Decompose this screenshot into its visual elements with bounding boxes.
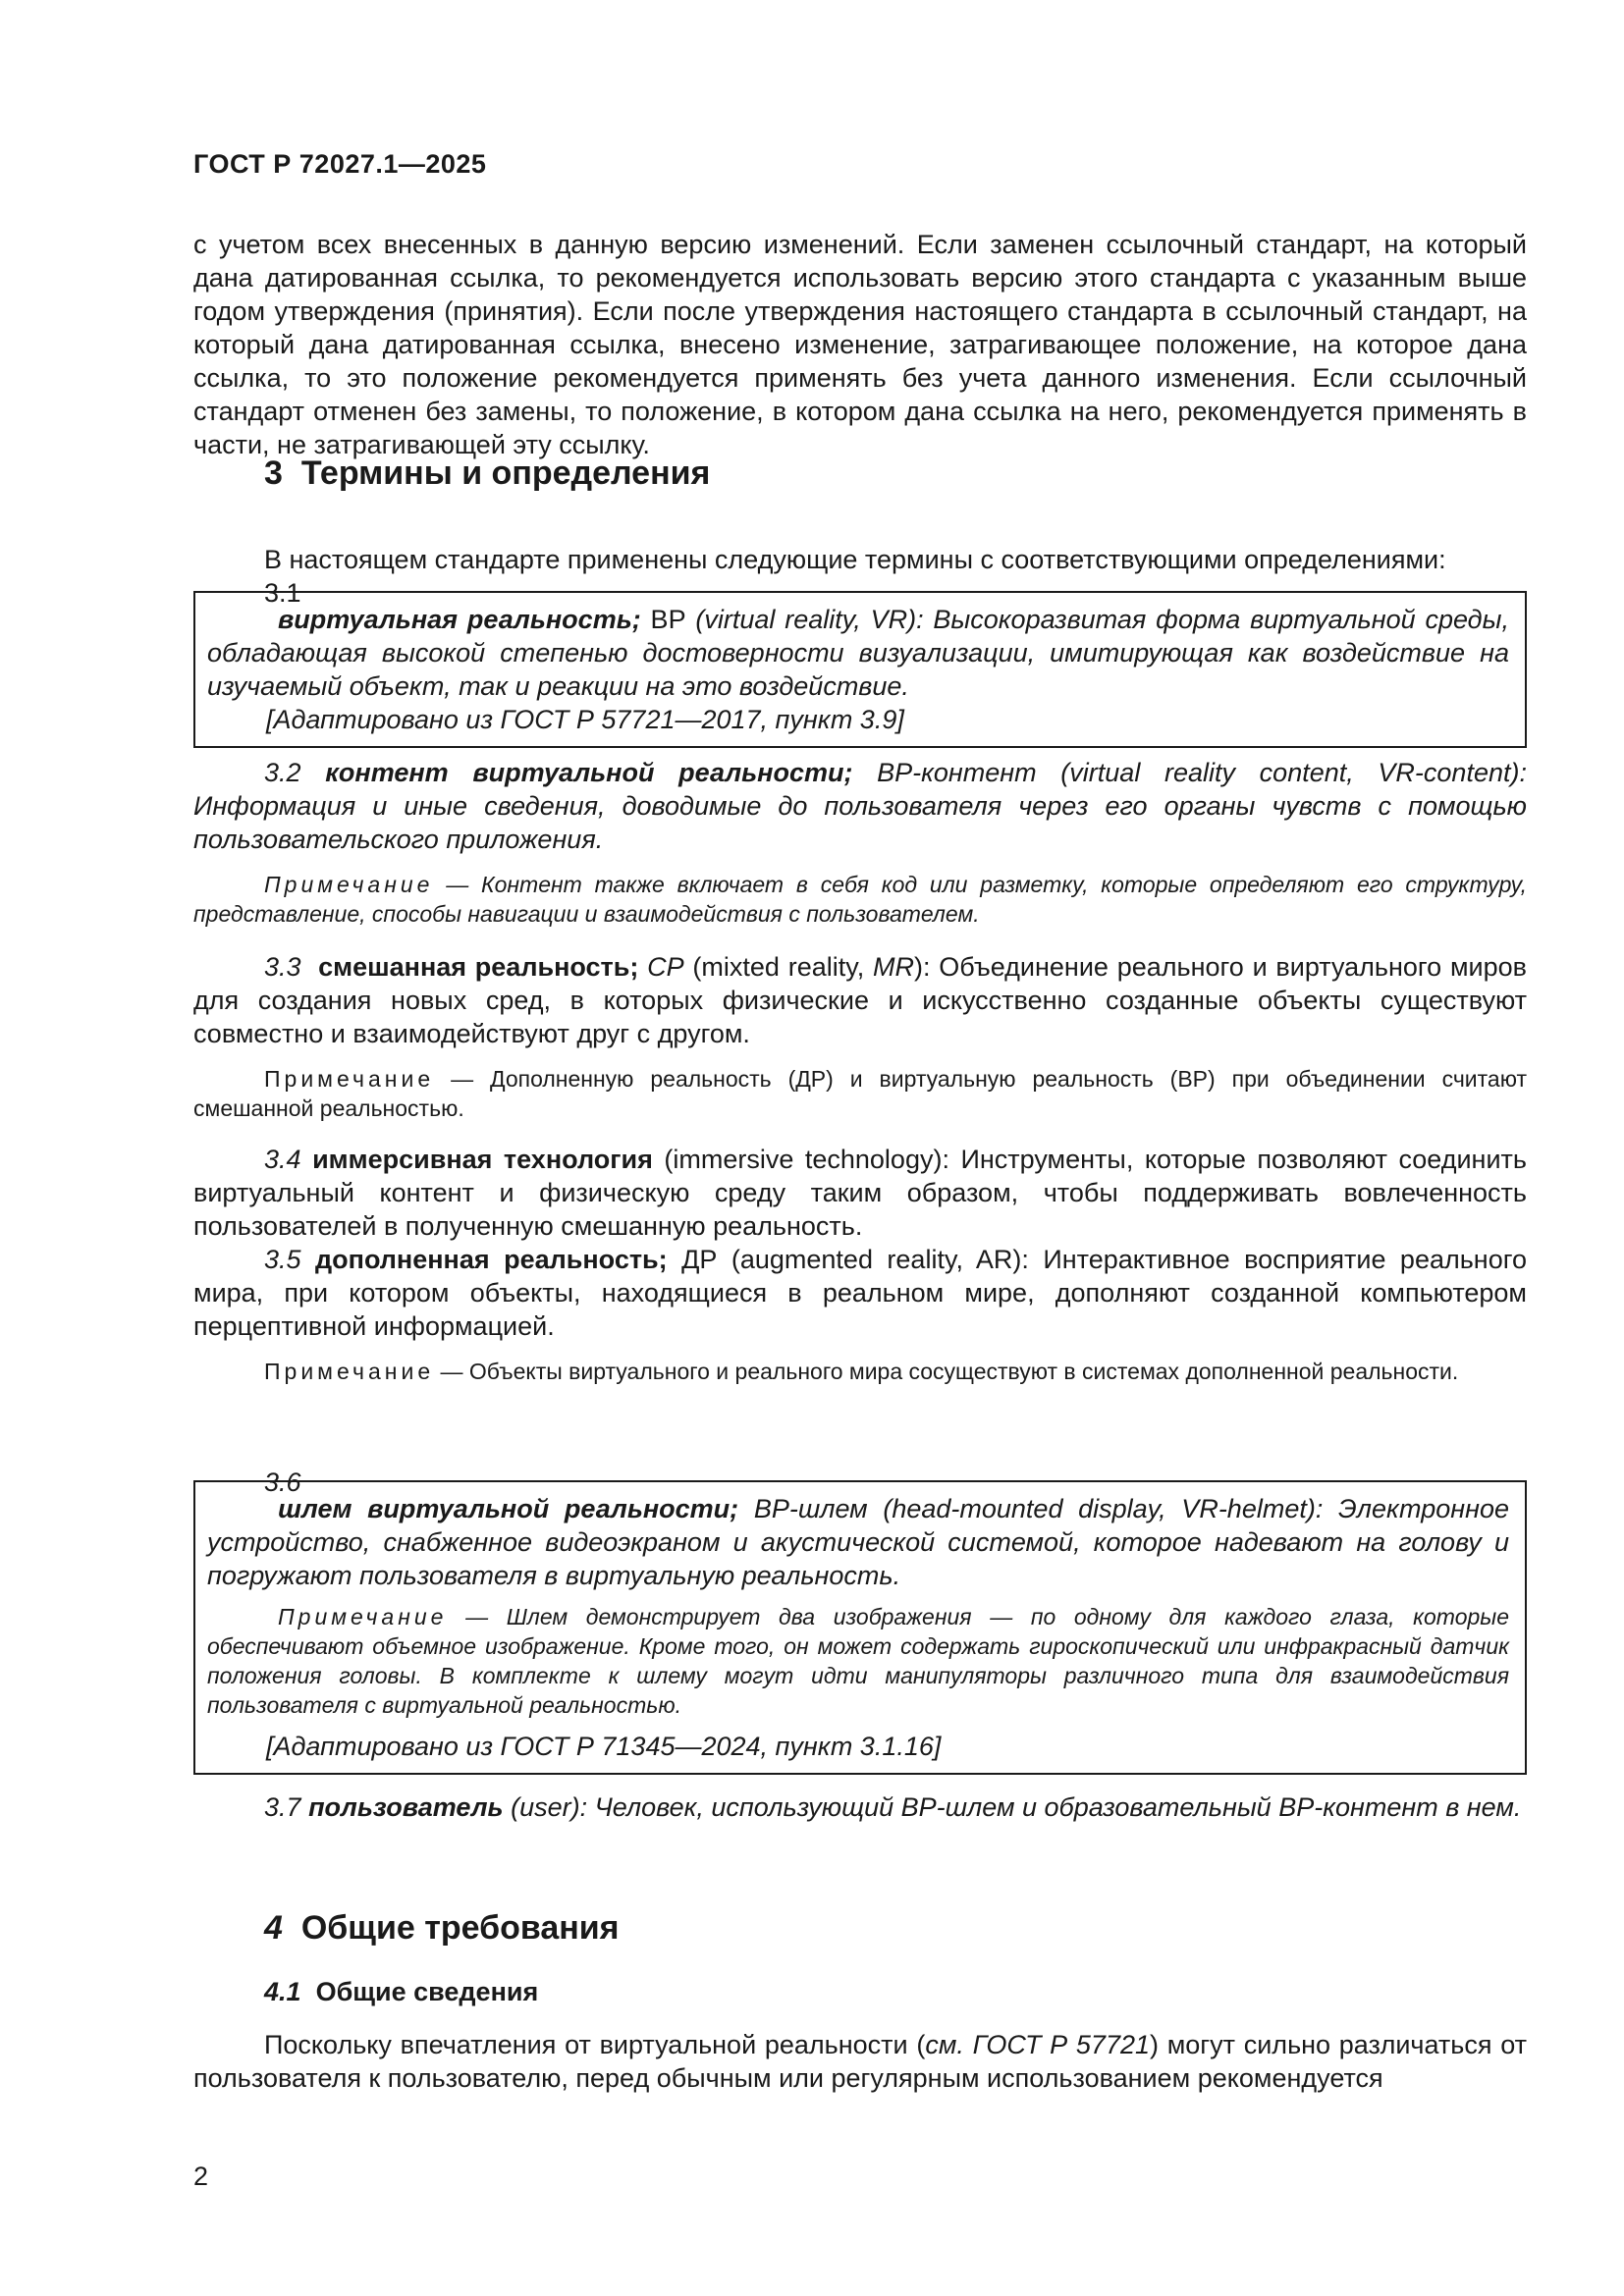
term-3-2-note-text: — Контент также включает в себя код или разметку, которые определяют его структуру, представление, способы навигации и взаимодействия с пользователем. xyxy=(193,872,1527,927)
section-4-paragraph xyxy=(193,2028,1527,2095)
page-number: 2 xyxy=(193,2162,209,2191)
term-3-1-term: виртуальная реальность; xyxy=(278,605,641,634)
section-3-heading xyxy=(193,454,1597,493)
term-3-3-en-b: MR xyxy=(873,952,915,982)
term-3-1-definition xyxy=(207,603,1509,703)
term-3-1-source: [Адаптировано из ГОСТ Р 57721—2017, пункт 3.9] xyxy=(266,705,904,734)
term-3-6-note-label: Примечание xyxy=(278,1604,448,1629)
section-3-title: Термины и определения xyxy=(300,454,711,492)
term-3-7-number: 3.7 xyxy=(264,1792,301,1822)
term-3-1-number: 3.1 xyxy=(264,578,301,608)
term-3-2-definition xyxy=(193,756,1527,856)
section-4-heading xyxy=(193,1908,1597,1948)
term-3-6-box xyxy=(193,1480,1527,1775)
term-3-5-def: ДР (augmented reality, AR): Интерактивное восприятие реального мира, при котором объекты, находящиеся в реальном мире, дополняют созданной компьютером перцептивной информацией. xyxy=(193,1245,1527,1341)
term-3-1-box xyxy=(193,591,1527,748)
term-3-6-term: шлем виртуальной реальности; xyxy=(278,1494,739,1523)
section-4-paragraph-b: ) могут сильно различаться от пользователя к пользователю, перед обычным или регулярным использованием рекомендуется xyxy=(193,2030,1527,2093)
term-3-6-note-text: — Шлем демонстрирует два изображения — по одному для каждого глаза, которые обеспечивают объемное изображение. Кроме того, он может содержать гироскопический или инфракрасный датчик положения головы. В комплекте к шлему могут идти манипуляторы различного типа для взаимодействия пользователя с виртуальной реальностью. xyxy=(207,1604,1509,1718)
term-3-6-number: 3.6 xyxy=(264,1468,301,1497)
section-3-number: 3 xyxy=(264,454,283,492)
term-3-1-abbr: ВР xyxy=(640,605,696,634)
section-4-paragraph-a: Поскольку впечатления от виртуальной реальности ( xyxy=(264,2030,926,2059)
term-3-3-en-a: (mixted reality, xyxy=(683,952,874,982)
term-3-3-abbr: СР xyxy=(647,952,684,982)
term-3-4-number: 3.4 xyxy=(264,1145,301,1174)
term-3-2-note-label: Примечание xyxy=(264,872,434,897)
term-3-4-term: иммерсивная технология xyxy=(312,1145,653,1174)
subsection-4-1-number: 4.1 xyxy=(264,1977,301,2006)
term-3-2-number: 3.2 xyxy=(264,758,301,787)
term-3-3-number: 3.3 xyxy=(264,952,301,982)
term-3-4-def: (immersive technology): Инструменты, которые позволяют соединить виртуальный контент и физическую среду таким образом, чтобы поддерживать вовлеченность пользователей в полученную смешанную реальность. xyxy=(193,1145,1527,1241)
section-3-lead: В настоящем стандарте применены следующие термины с соответствующими определениями: xyxy=(264,545,1446,574)
term-3-3-term: смешанная реальность; xyxy=(318,952,639,982)
term-3-5-definition xyxy=(193,1243,1527,1343)
term-3-3-definition xyxy=(193,950,1527,1050)
subsection-4-1-title: Общие сведения xyxy=(315,1977,539,2006)
term-3-4-definition xyxy=(193,1143,1527,1243)
term-3-6-definition xyxy=(207,1492,1509,1592)
term-3-5-note-text: — Объекты виртуального и реального мира сосуществуют в системах дополненной реальности. xyxy=(434,1359,1459,1384)
document-id-header: ГОСТ Р 72027.1—2025 xyxy=(193,149,487,179)
subsection-4-1-heading xyxy=(193,1975,1597,2008)
term-3-7-term: пользователь xyxy=(308,1792,504,1822)
section-4-title: Общие требования xyxy=(300,1909,620,1947)
term-3-1-en: (virtual reality, VR): xyxy=(695,605,924,634)
term-3-5-note-label: Примечание xyxy=(264,1359,435,1384)
intro-paragraph: с учетом всех внесенных в данную версию изменений. Если заменен ссылочный стандарт, на который дана датированная ссылка, то рекомендуется использовать версию этого стандарта с указанным выше годом утверждения (принятия). Если после утверждения настоящего стандарта в ссылочный стандарт, на который дана датированная ссылка, внесено изменение, затрагивающее положение, на которое дана ссылка, то это положение рекомендуется применять без учета данного изменения. Если ссылочный стандарт отменен без замены, то положение, в котором дана ссылка на него, рекомендуется применять в части, не затрагивающей эту ссылку. xyxy=(193,230,1527,459)
term-3-1-def: Высокоразвитая форма виртуальной среды, обладающая высокой степенью достоверности визуализации, имитирующая как воздействие на изучаемый объект, так и реакции на это воздействие. xyxy=(207,605,1509,701)
term-3-2-rest: ВР-контент (virtual reality content, VR-content): Информация и иные сведения, доводимые до пользователя через его органы чувств с помощью пользовательского приложения. xyxy=(193,758,1527,854)
term-3-3-note-text: — Дополненную реальность (ДР) и виртуальную реальность (ВР) при объединении считают смешанной реальностью. xyxy=(193,1066,1527,1121)
term-3-5-number: 3.5 xyxy=(264,1245,301,1274)
term-3-5-term: дополненная реальность; xyxy=(315,1245,668,1274)
term-3-7-def: (user): Человек, использующий ВР-шлем и образовательный ВР-контент в нем. xyxy=(503,1792,1522,1822)
term-3-2-term: контент виртуальной реальности; xyxy=(325,758,853,787)
term-3-6-source: [Адаптировано из ГОСТ Р 71345—2024, пункт 3.1.16] xyxy=(266,1732,942,1761)
term-3-7-definition xyxy=(193,1790,1527,1824)
term-3-3-def: ): Объединение реального и виртуального миров для создания новых сред, в которых физические и искусственно созданные объекты существуют совместно и взаимодействуют друг с другом. xyxy=(193,952,1527,1048)
term-3-6-def: ВР-шлем (head-mounted display, VR-helmet): Электронное устройство, снабженное видеоэкраном и акустической системой, которое надевают на голову и погружают пользователя в виртуальную реальность. xyxy=(207,1494,1509,1590)
term-3-5-note xyxy=(193,1357,1527,1386)
term-3-2-note xyxy=(193,870,1527,929)
term-3-3-note xyxy=(193,1064,1527,1123)
term-3-6-note xyxy=(207,1602,1509,1720)
section-4-number: 4 xyxy=(264,1909,283,1947)
term-3-3-note-label: Примечание xyxy=(264,1066,435,1092)
section-4-paragraph-ref: см. ГОСТ Р 57721 xyxy=(925,2030,1150,2059)
